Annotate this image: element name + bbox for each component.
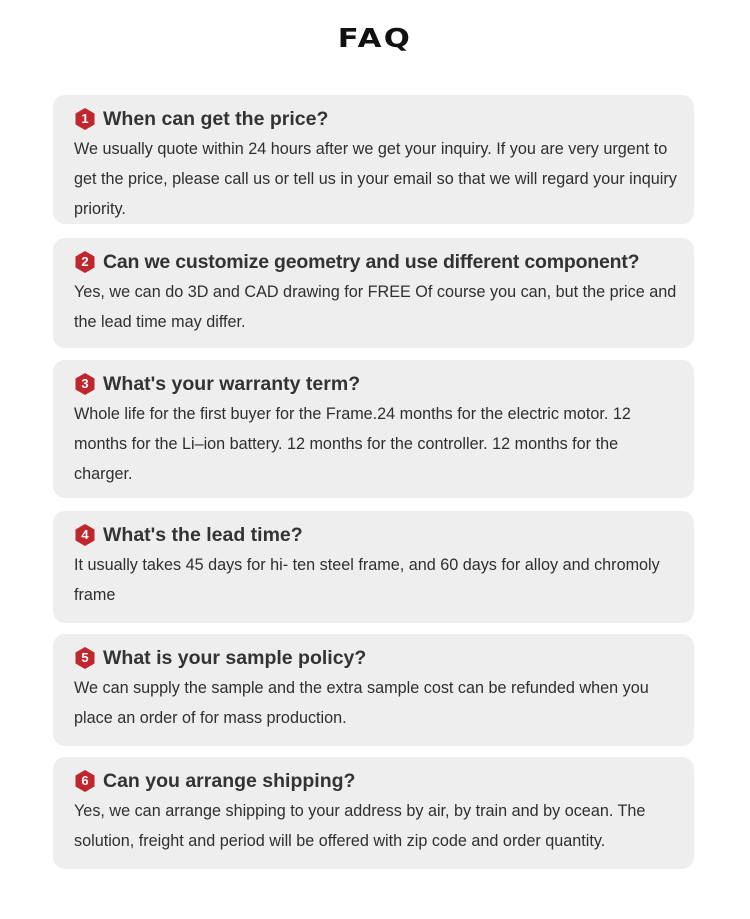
faq-item-price bbox=[53, 95, 694, 224]
faq-item-sample-policy bbox=[53, 634, 694, 746]
faq-item-lead-time bbox=[53, 511, 694, 623]
faq-number: 1 bbox=[81, 111, 89, 126]
number-5-hexagon-icon bbox=[74, 647, 96, 669]
faq-answer: It usually takes 45 days for hi- ten steel frame, and 60 days for alloy and chromoly frame bbox=[74, 556, 660, 604]
faq-question bbox=[74, 248, 680, 276]
faq-question-text: What is your sample policy? bbox=[103, 646, 367, 669]
faq-item-shipping bbox=[53, 757, 694, 869]
number-1-hexagon-icon bbox=[74, 108, 96, 130]
faq-question-text: Can you arrange shipping? bbox=[103, 769, 356, 792]
faq-answer: Yes, we can do 3D and CAD drawing for FREE Of course you can, but the price and the lead time may differ. bbox=[74, 283, 677, 331]
faq-item-customize bbox=[53, 238, 694, 348]
faq-answer: Yes, we can arrange shipping to your address by air, by train and by ocean. The solution, freight and period will be offered with zip code and order quantity. bbox=[74, 802, 646, 850]
faq-number: 6 bbox=[81, 773, 89, 788]
number-4-hexagon-icon bbox=[74, 524, 96, 546]
faq-number: 3 bbox=[81, 376, 89, 391]
faq-question bbox=[74, 644, 680, 672]
faq-question bbox=[74, 521, 680, 549]
faq-question bbox=[74, 370, 680, 398]
faq-answer: We usually quote within 24 hours after we get your inquiry. If you are very urgent to get the price, please call us or tell us in your email so that we will regard your inquiry priority. bbox=[74, 140, 677, 218]
faq-question bbox=[74, 767, 680, 795]
faq-question-text: Can we customize geometry and use different component? bbox=[103, 250, 640, 273]
faq-question bbox=[74, 105, 680, 133]
faq-number: 5 bbox=[81, 650, 89, 665]
faq-number: 4 bbox=[81, 527, 89, 542]
number-6-hexagon-icon bbox=[74, 770, 96, 792]
number-2-hexagon-icon bbox=[74, 251, 96, 273]
number-3-hexagon-icon bbox=[74, 373, 96, 395]
page-title: FAQ bbox=[337, 24, 413, 54]
faq-question-text: What's the lead time? bbox=[103, 523, 303, 546]
faq-answer: We can supply the sample and the extra sample cost can be refunded when you place an order of for mass production. bbox=[74, 679, 649, 727]
faq-question-text: What's your warranty term? bbox=[103, 372, 361, 395]
faq-answer: Whole life for the first buyer for the Frame.24 months for the electric motor. 12 months for the Li–ion battery. 12 months for the controller. 12 months for the charger. bbox=[74, 405, 631, 483]
faq-number: 2 bbox=[81, 254, 89, 269]
faq-question-text: When can get the price? bbox=[103, 107, 329, 130]
faq-item-warranty bbox=[53, 360, 694, 498]
